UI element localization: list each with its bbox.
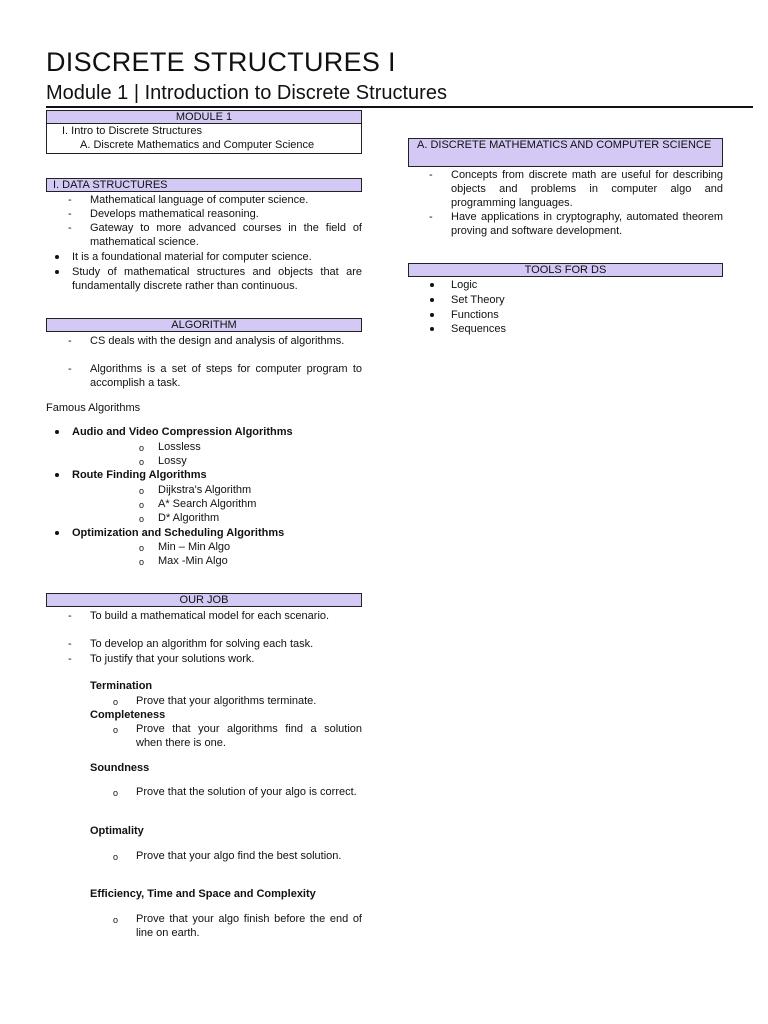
- dash-marker: -: [68, 222, 72, 234]
- criterion-title: Termination: [90, 680, 153, 692]
- circle-marker: o: [139, 557, 145, 567]
- module-contents-box: [46, 124, 362, 154]
- dm-cs-header-label: A. DISCRETE MATHEMATICS AND COMPUTER SCIENCE: [417, 139, 712, 151]
- bullet-dot: [55, 270, 59, 274]
- circle-marker: o: [113, 725, 119, 735]
- dash-marker: -: [68, 610, 72, 622]
- algo-dash-item: Algorithms is a set of steps for computer program to accomplish a task.: [90, 363, 362, 389]
- our-job-header: OUR JOB: [46, 593, 362, 607]
- job-dash-item: To justify that your solutions work.: [90, 653, 255, 665]
- bullet-dot: [430, 327, 434, 331]
- ds-dash-item: Gateway to more advanced courses in the field of mathematical science.: [90, 222, 362, 248]
- criterion-title: Efficiency, Time and Space and Complexity: [90, 888, 316, 900]
- dash-marker: -: [68, 638, 72, 650]
- bullet-dot: [55, 473, 59, 477]
- ds-bullet-item: Study of mathematical structures and objects that are fundamentally discrete rather than continuous.: [72, 266, 362, 292]
- bullet-dot: [55, 531, 59, 535]
- algo-group-title: Audio and Video Compression Algorithms: [72, 426, 293, 438]
- algo-sub-item: Dijkstra's Algorithm: [158, 484, 252, 496]
- famous-algorithms-heading: Famous Algorithms: [46, 402, 141, 414]
- criterion-title: Soundness: [90, 762, 150, 774]
- circle-marker: o: [113, 697, 119, 707]
- module-header: MODULE 1: [46, 110, 362, 124]
- algo-dash-item: CS deals with the design and analysis of algorithms.: [90, 335, 345, 347]
- dmcs-dash-item: Concepts from discrete math are useful for describing objects and problems in computer algo and programming languages.: [451, 169, 723, 209]
- bullet-dot: [430, 298, 434, 302]
- algo-sub-item: Lossy: [158, 455, 187, 467]
- dash-marker: -: [68, 363, 72, 375]
- dash-marker: -: [429, 211, 433, 223]
- algorithm-header: ALGORITHM: [46, 318, 362, 332]
- circle-marker: o: [139, 443, 145, 453]
- algo-sub-item: Min – Min Algo: [158, 541, 231, 553]
- ds-dash-item: Develops mathematical reasoning.: [90, 208, 259, 220]
- circle-marker: o: [113, 915, 119, 925]
- criterion-text: Prove that the solution of your algo is correct.: [136, 786, 357, 798]
- circle-marker: o: [139, 500, 145, 510]
- circle-marker: o: [139, 486, 145, 496]
- criterion-text: Prove that your algorithms find a solution when there is one.: [136, 723, 362, 749]
- tool-item: Set Theory: [451, 294, 505, 306]
- criterion-title: Completeness: [90, 709, 166, 721]
- bullet-dot: [55, 430, 59, 434]
- criterion-text: Prove that your algo finish before the end of line on earth.: [136, 913, 362, 939]
- data-structures-header: I. DATA STRUCTURES: [46, 178, 362, 192]
- tool-item: Logic: [451, 279, 478, 291]
- circle-marker: o: [139, 543, 145, 553]
- algo-sub-item: A* Search Algorithm: [158, 498, 257, 510]
- bullet-dot: [430, 283, 434, 287]
- criterion-title: Optimality: [90, 825, 144, 837]
- dmcs-dash-item: Have applications in cryptography, automated theorem proving and software development.: [451, 211, 723, 237]
- job-dash-item: To develop an algorithm for solving each task.: [90, 638, 314, 650]
- dash-marker: -: [429, 169, 433, 181]
- tool-item: Sequences: [451, 323, 507, 335]
- dm-cs-header: [408, 138, 723, 167]
- document-subtitle: Module 1 | Introduction to Discrete Structures: [46, 82, 447, 104]
- tools-header: TOOLS FOR DS: [408, 263, 723, 277]
- circle-marker: o: [139, 457, 145, 467]
- dash-marker: -: [68, 335, 72, 347]
- bullet-dot: [430, 313, 434, 317]
- circle-marker: o: [113, 852, 119, 862]
- document-title: DISCRETE STRUCTURES I: [46, 47, 396, 77]
- dash-marker: -: [68, 653, 72, 665]
- ds-bullet-item: It is a foundational material for computer science.: [72, 251, 312, 263]
- module-item-intro: I. Intro to Discrete Structures: [62, 125, 202, 137]
- algo-group-title: Route Finding Algorithms: [72, 469, 207, 481]
- ds-dash-item: Mathematical language of computer science.: [90, 194, 309, 206]
- title-rule: [46, 106, 753, 108]
- job-dash-item: To build a mathematical model for each scenario.: [90, 610, 330, 622]
- circle-marker: o: [113, 788, 119, 798]
- dash-marker: -: [68, 208, 72, 220]
- circle-marker: o: [139, 514, 145, 524]
- module-item-dm-cs: A. Discrete Mathematics and Computer Science: [80, 139, 315, 151]
- algo-sub-item: D* Algorithm: [158, 512, 220, 524]
- algo-sub-item: Max -Min Algo: [158, 555, 228, 567]
- criterion-text: Prove that your algo find the best solution.: [136, 850, 342, 862]
- algo-group-title: Optimization and Scheduling Algorithms: [72, 527, 285, 539]
- algo-sub-item: Lossless: [158, 441, 201, 453]
- dash-marker: -: [68, 194, 72, 206]
- criterion-text: Prove that your algorithms terminate.: [136, 695, 317, 707]
- tool-item: Functions: [451, 309, 499, 321]
- bullet-dot: [55, 255, 59, 259]
